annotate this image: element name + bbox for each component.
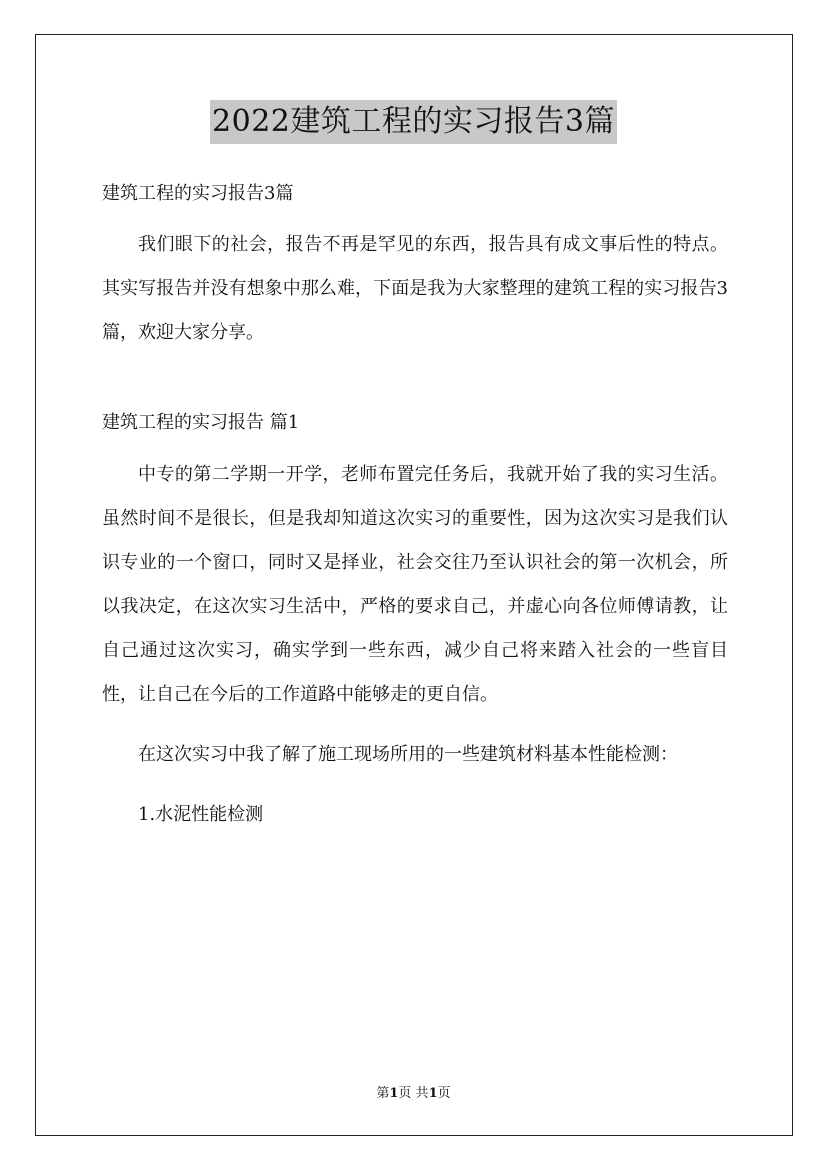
footer-prefix: 第 [376,1086,390,1101]
footer-middle: 页 共 [398,1086,429,1101]
footer-page-number: 1 [389,1086,399,1101]
document-subtitle: 建筑工程的实习报告3篇 [102,183,294,204]
footer-suffix: 页 [437,1086,451,1101]
body-paragraph: 在这次实习中我了解了施工现场所用的一些建筑材料基本性能检测： [138,744,678,765]
page-footer [0,1082,827,1101]
body-paragraph: 中专的第二学期一开学，老师布置完任务后，我就开始了我的实习生活。虽然时间不是很长，但是我却知道这次实习的重要性，因为这次实习是我们认识专业的一个窗口，同时又是择业，社会交往乃至认识社会的第一次机会，所以我决定，在这次实习生活中，严格的要求自己，并虚心向各位师傅请教，让自己通过这次实习，确实学到一些东西，减少自己将来踏入社会的一些盲目性，让自己在今后的工作道路中能够走的更自信。 [102,464,728,705]
section-spacer [102,363,728,401]
document-title: 2022建筑工程的实习报告3篇 [210,100,617,144]
list-item: 1.水泥性能检测 [138,804,264,825]
section-heading: 建筑工程的实习报告 篇1 [102,412,300,433]
document-body [102,172,728,837]
footer-page-total: 1 [428,1086,438,1101]
title-container [0,100,827,144]
intro-paragraph: 我们眼下的社会，报告不再是罕见的东西，报告具有成文事后性的特点。其实写报告并没有想象中那么难，下面是我为大家整理的建筑工程的实习报告3篇，欢迎大家分享。 [102,234,728,343]
